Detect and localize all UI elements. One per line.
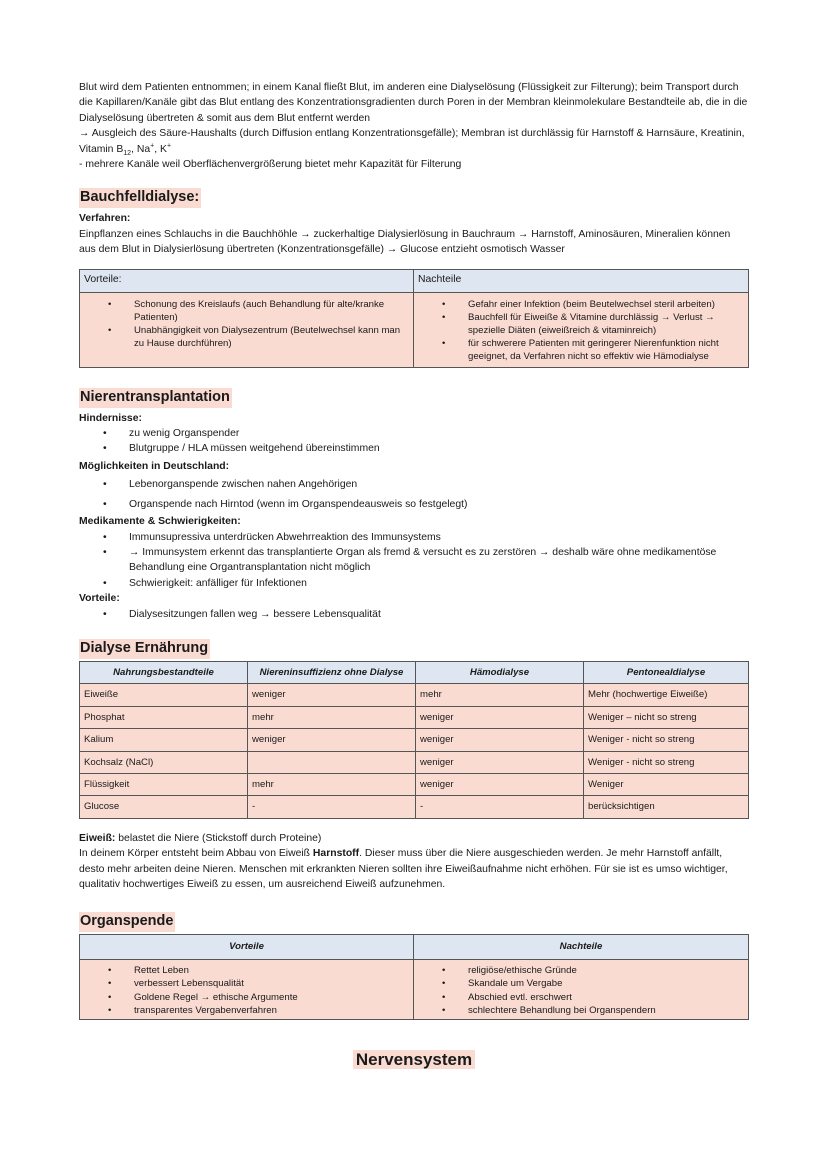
table-cell: mehr <box>248 706 416 728</box>
table-header: Niereninsuffizienz ohne Dialyse <box>248 661 416 683</box>
organ-vorteile-cell <box>80 959 414 1020</box>
list-item: • für schwerere Patienten mit geringerer Nierenfunktion nicht geeignet, da Verfahren nicht so effektiv wie Hämodialyse <box>418 337 744 363</box>
list-item: • Abschied evtl. erschwert <box>418 991 744 1004</box>
table-cell: Kalium <box>80 729 248 751</box>
list-item: • Schwierigkeit: anfälliger für Infektionen <box>79 576 749 591</box>
table-cell: Kochsalz (NaCl) <box>80 751 248 773</box>
table-cell: weniger <box>416 773 584 795</box>
niere-heading: Nierentransplantation <box>79 388 232 408</box>
table-header: Nahrungsbestandteile <box>80 661 248 683</box>
nachteile-header: Nachteile <box>414 269 749 292</box>
table-header: Hämodialyse <box>416 661 584 683</box>
table-cell: Weniger - nicht so streng <box>584 729 749 751</box>
niere-vorteile-label: Vorteile: <box>79 593 120 605</box>
eiweiss-note-paragraph: In deinem Körper entsteht beim Abbau von Eiweiß Harnstoff. Dieser muss über die Niere ausgeschieden werden. Je mehr Harnstoff anfällt, desto mehr arbeiten deine Nieren. Menschen mit erkrankten Nieren sollten ihre Eiweißaufnahme nicht erhöhen. Für sie ist es umso wichtiger, qualitativ hochwertiges Eiweiß zu essen, um ausreichend Eiweiß aufzunehmen. <box>79 848 728 891</box>
list-item: • Rettet Leben <box>84 964 409 977</box>
moeglich-label: Möglichkeiten in Deutschland: <box>79 460 230 472</box>
table-cell: mehr <box>416 684 584 706</box>
organ-nachteile-cell <box>414 959 749 1020</box>
organ-pros-cons-table <box>79 934 749 1020</box>
table-cell: Weniger - nicht so streng <box>584 751 749 773</box>
table-cell: Phosphat <box>80 706 248 728</box>
bauchfell-heading: Bauchfelldialyse: <box>79 188 201 208</box>
intro-channels-line: - mehrere Kanäle weil Oberflächenvergrößerung bietet mehr Kapazität für Filterung <box>79 159 462 171</box>
bauchfell-pros-cons-table <box>79 269 749 368</box>
hindernisse-list <box>79 426 749 457</box>
table-cell: Weniger – nicht so streng <box>584 706 749 728</box>
list-item: • Organspende nach Hirntod (wenn im Organspendeausweis so festgelegt) <box>79 497 749 512</box>
medi-list <box>79 530 749 592</box>
list-item: • zu wenig Organspender <box>79 426 749 441</box>
table-row <box>80 773 749 795</box>
organ-heading: Organspende <box>79 912 175 932</box>
table-cell: - <box>416 796 584 818</box>
vorteile-cell <box>80 292 414 367</box>
table-cell: Weniger <box>584 773 749 795</box>
table-row <box>80 751 749 773</box>
moeglich-list <box>79 477 749 512</box>
vorteile-header: Vorteile: <box>80 269 414 292</box>
list-item: • Blutgruppe / HLA müssen weitgehend übereinstimmen <box>79 441 749 456</box>
intro-membrane-line: → Ausgleich des Säure-Haushalts (durch Diffusion entlang Konzentrationsgefälle); Membran ist durchlässig für Harnstoff & Harnsäure, Kreatinin, Vitamin $B_{12}$, Na+, K+ <box>79 128 745 157</box>
next-section-title: Nervensystem <box>79 1052 749 1067</box>
table-cell: - <box>248 796 416 818</box>
niere-vorteile-list <box>79 607 749 622</box>
list-item: • Dialysesitzungen fallen weg → bessere Lebensqualität <box>79 607 749 622</box>
list-item: • Unabhängigkeit von Dialysezentrum (Beutelwechsel kann man zu Hause durchführen) <box>84 324 409 350</box>
list-item: • Skandale um Vergabe <box>418 977 744 990</box>
table-row <box>80 796 749 818</box>
list-item: • Immunsupressiva unterdrücken Abwehrreaktion des Immunsystems <box>79 530 749 545</box>
diet-heading: Dialyse Ernährung <box>79 639 210 659</box>
table-header: Pentonealdialyse <box>584 661 749 683</box>
table-cell: Glucose <box>80 796 248 818</box>
table-cell: Eiweiße <box>80 684 248 706</box>
list-item: • religiöse/ethische Gründe <box>418 964 744 977</box>
table-cell: weniger <box>416 706 584 728</box>
table-header: Vorteile <box>80 935 414 959</box>
eiweiss-note-line: Eiweiß: belastet die Niere (Stickstoff durch Proteine) <box>79 832 322 844</box>
table-cell: berücksichtigen <box>584 796 749 818</box>
table-cell: mehr <box>248 773 416 795</box>
medi-label: Medikamente & Schwierigkeiten: <box>79 516 241 528</box>
list-item: • schlechtere Behandlung bei Organspendern <box>418 1004 744 1017</box>
list-item: • Bauchfell für Eiweiße & Vitamine durchlässig → Verlust → spezielle Diäten (eiweißreich & vitaminreich) <box>418 311 744 337</box>
table-row <box>80 684 749 706</box>
list-item: • → Immunsystem erkennt das transplantierte Organ als fremd & versucht es zu zerstören → deshalb wäre ohne medikamentöse Behandlung eine Organtransplantation nicht möglich <box>79 545 749 576</box>
list-item: • transparentes Vergabenverfahren <box>84 1004 409 1017</box>
document-page <box>79 80 749 1068</box>
table-row <box>80 729 749 751</box>
hindernisse-label: Hindernisse: <box>79 412 142 424</box>
table-header: Nachteile <box>414 935 749 959</box>
intro-section <box>79 80 749 172</box>
table-cell: weniger <box>416 729 584 751</box>
verfahren-label: Verfahren: <box>79 213 131 225</box>
list-item: • Gefahr einer Infektion (beim Beutelwechsel steril arbeiten) <box>418 298 744 311</box>
list-item: • Lebenorganspende zwischen nahen Angehörigen <box>79 477 749 492</box>
verfahren-text: Einpflanzen eines Schlauchs in die Bauchhöhle → zuckerhaltige Dialysierlösung in Bauchraum → Harnstoff, Aminosäuren, Mineralien können aus dem Blut in Dialysierlösung übertreten (Konzentrationsgefälle) → Glucose entzieht osmotisch Wasser <box>79 228 731 256</box>
table-cell: Flüssigkeit <box>80 773 248 795</box>
intro-paragraph: Blut wird dem Patienten entnommen; in einem Kanal fließt Blut, im anderen eine Dialyselösung (Flüssigkeit zur Filterung); beim Transport durch die Kapillaren/Kanäle gibt das Blut entlang des Konzentrationsgradienten durch Poren in der Membran kleinmolekulare Bestandteile ab, die in die Dialyselösung übertreten & somit aus dem Blut entfernt werden <box>79 82 748 124</box>
table-cell: weniger <box>416 751 584 773</box>
diet-table <box>79 661 749 819</box>
list-item: • Schonung des Kreislaufs (auch Behandlung für alte/kranke Patienten) <box>84 298 409 324</box>
table-row <box>80 706 749 728</box>
table-cell: Mehr (hochwertige Eiweiße) <box>584 684 749 706</box>
table-cell: weniger <box>248 684 416 706</box>
list-item: • Goldene Regel → ethische Argumente <box>84 991 409 1004</box>
table-cell: weniger <box>248 729 416 751</box>
nachteile-cell <box>414 292 749 367</box>
list-item: • verbessert Lebensqualität <box>84 977 409 990</box>
table-cell <box>248 751 416 773</box>
